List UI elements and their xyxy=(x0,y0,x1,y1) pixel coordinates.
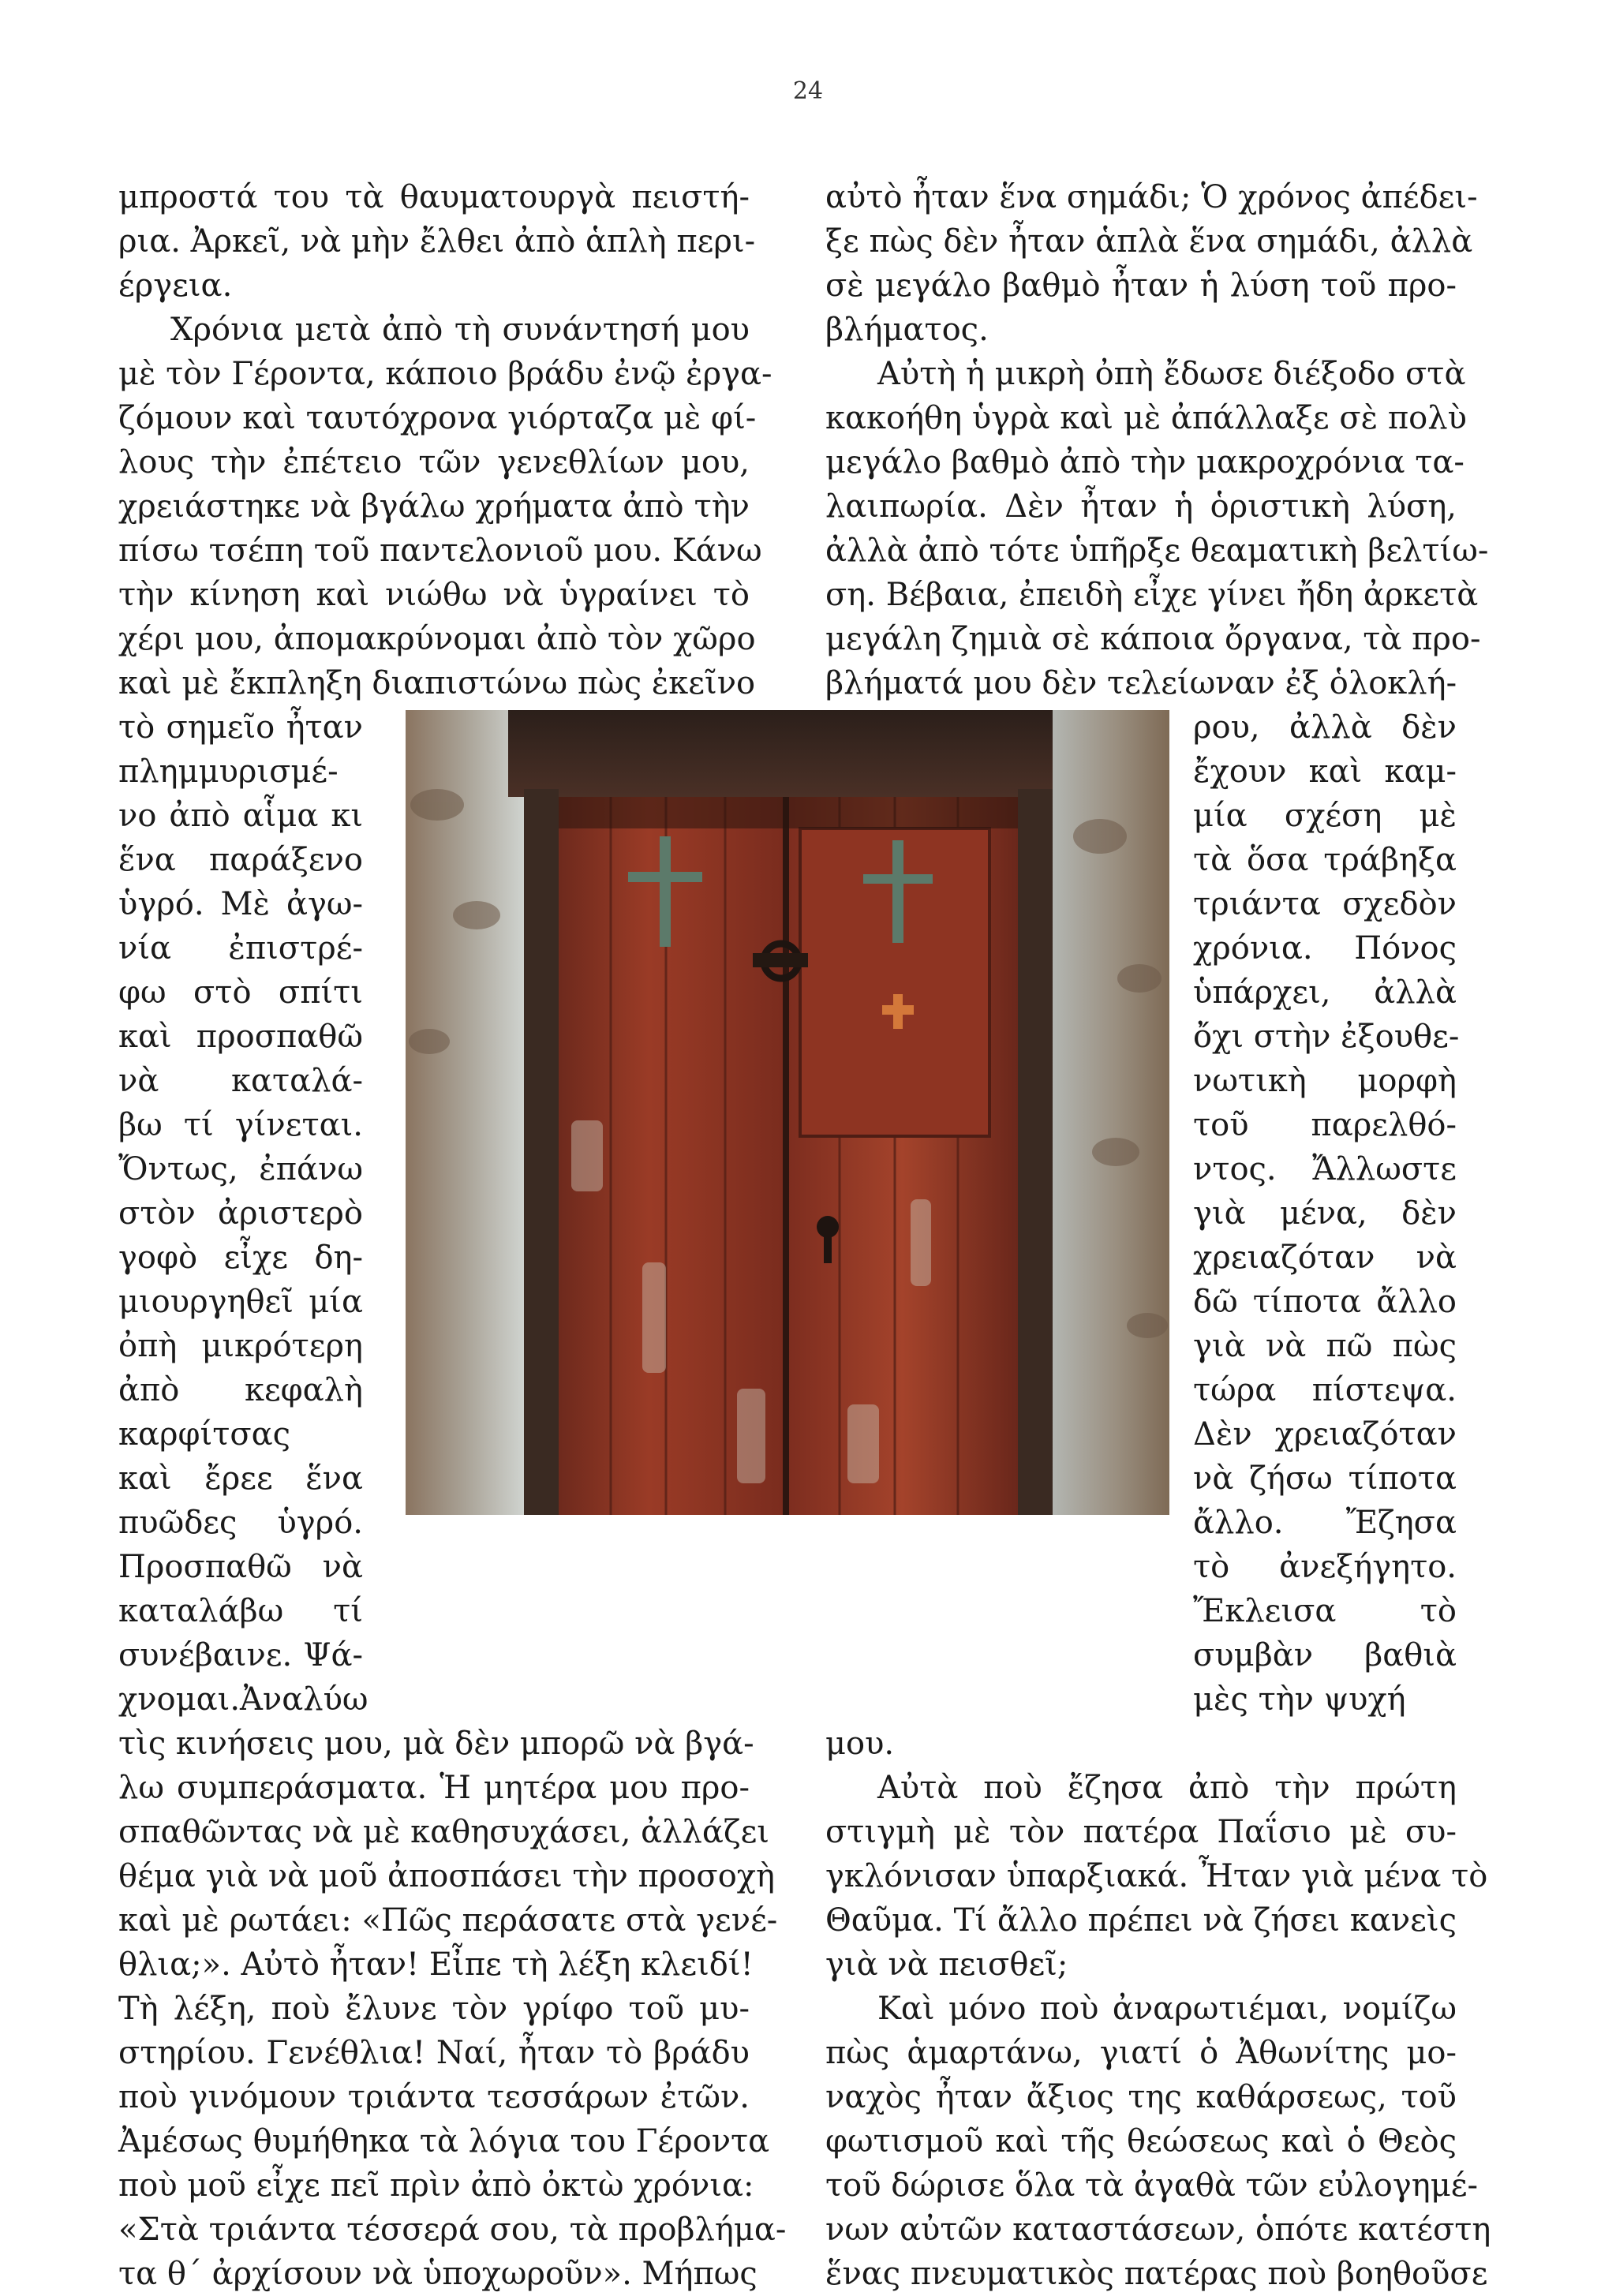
right-column-wrap-line: δῶ τίποτα ἄλλο xyxy=(1193,1284,1457,1320)
right-column-top-line: ση. Βέβαια, ἐπειδὴ εἶχε γίνει ἤδη ἀρκετὰ xyxy=(825,577,1479,613)
right-column-wrap-line: μία σχέση μὲ xyxy=(1193,798,1457,834)
right-column-wrap-line: τριάντα σχεδὸν xyxy=(1193,886,1457,922)
left-column-bottom-line: σπαθῶντας νὰ μὲ καθησυχάσει, ἀλλάζει xyxy=(118,1814,769,1850)
left-column-wrap-line: καρφίτσας xyxy=(118,1416,291,1453)
photo-red-wooden-door xyxy=(406,710,1169,1515)
left-column-wrap-line: καὶ προσπαθῶ xyxy=(118,1019,363,1055)
right-column-top-line: βλήματά μου δὲν τελείωναν ἐξ ὁλοκλή- xyxy=(825,665,1457,701)
left-column-bottom-line: λω συμπεράσματα. Ἡ μητέρα μου προ- xyxy=(118,1770,750,1806)
left-column-bottom-line: ποὺ μοῦ εἶχε πεῖ πρὶν ἀπὸ ὀκτὼ χρόνια: xyxy=(118,2167,754,2204)
right-column-wrap-line: ὑπάρχει, ἀλλὰ xyxy=(1193,974,1457,1011)
right-column-top-line: κακοήθη ὑγρὰ καὶ μὲ ἀπάλλαξε σὲ πολὺ xyxy=(825,400,1467,436)
right-column-top-line: αὐτὸ ἦταν ἕνα σημάδι; Ὁ χρόνος ἀπέδει- xyxy=(825,179,1478,215)
right-column-wrap-line: Δὲν χρειαζόταν xyxy=(1193,1416,1457,1453)
left-column-wrap-line: πλημμυρισμέ- xyxy=(118,753,339,790)
left-column-wrap-line: μιουργηθεῖ μία xyxy=(118,1284,363,1320)
left-column-wrap-line: νο ἀπὸ αἷμα κι xyxy=(118,798,363,834)
right-column-wrap-line: ἔχουν καὶ καμ- xyxy=(1193,753,1457,790)
right-column-top-line: μεγάλο βαθμὸ ἀπὸ τὴν μακροχρόνια τα- xyxy=(825,444,1464,481)
right-column-bottom-line: νων αὐτῶν καταστάσεων, ὁπότε κατέστη xyxy=(825,2212,1491,2248)
left-column-top-line: μπροστά του τὰ θαυματουργὰ πειστή- xyxy=(118,179,750,215)
left-column-bottom-line: τα θ΄ ἀρχίσουν νὰ ὑποχωροῦν». Μήπως xyxy=(118,2256,758,2292)
left-column-wrap-line: ὀπὴ μικρότερη xyxy=(118,1328,363,1364)
left-column-top-line: ζόμουν καὶ ταυτόχρονα γιόρταζα μὲ φί- xyxy=(118,400,757,436)
right-column-bottom-line: μου. xyxy=(825,1726,895,1762)
left-column-wrap-line: καταλάβω τί xyxy=(118,1593,363,1629)
left-column-wrap-line: ἕνα παράξενο xyxy=(118,842,363,878)
right-column-top-line: βλήματος. xyxy=(825,312,989,348)
left-column-top-line: καὶ μὲ ἔκπληξη διαπιστώνω πὼς ἐκεῖνο xyxy=(118,665,756,701)
right-column-bottom-line: Αὐτὰ ποὺ ἔζησα ἀπὸ τὴν πρώτη xyxy=(877,1770,1457,1806)
right-column-wrap-line: τὸ ἀνεξήγητο. xyxy=(1193,1549,1457,1585)
page-number: 24 xyxy=(792,77,824,105)
right-column-bottom-line: Θαῦμα. Τί ἄλλο πρέπει νὰ ζήσει κανεὶς xyxy=(825,1902,1457,1939)
right-column-wrap-line: ντος. Ἄλλωστε xyxy=(1193,1151,1457,1187)
left-column-bottom-line: ποὺ γινόμουν τριάντα τεσσάρων ἐτῶν. xyxy=(118,2079,750,2115)
right-column-bottom-line: ναχὸς ἦταν ἄξιος της καθάρσεως, τοῦ xyxy=(825,2079,1457,2115)
left-column-top-line: μὲ τὸν Γέροντα, κάποιο βράδυ ἐνῷ ἐργα- xyxy=(118,356,772,392)
right-column-wrap-line: χρειαζόταν νὰ xyxy=(1193,1240,1457,1276)
left-column-wrap-line: νία ἐπιστρέ- xyxy=(118,930,363,967)
left-column-wrap-line: πυῶδες ὑγρό. xyxy=(118,1505,363,1541)
right-column-wrap-line: γιὰ νὰ πῶ πὼς xyxy=(1193,1328,1457,1364)
left-column-bottom-line: «Στὰ τριάντα τέσσερά σου, τὰ προβλήμα- xyxy=(118,2212,787,2248)
left-column-wrap-line: βω τί γίνεται. xyxy=(118,1107,363,1143)
right-column-wrap-line: τὰ ὅσα τράβηξα xyxy=(1193,842,1457,878)
right-column-wrap-line: ὄχι στὴν ἐξουθε- xyxy=(1193,1019,1460,1055)
right-column-bottom-line: γιὰ νὰ πεισθεῖ; xyxy=(825,1946,1068,1983)
right-column-wrap-line: νὰ ζήσω τίποτα xyxy=(1193,1460,1457,1497)
left-column-wrap-line: συνέβαινε. Ψά- xyxy=(118,1637,363,1673)
right-column-top-line: ἀλλὰ ἀπὸ τότε ὑπῆρξε θεαματικὴ βελτίω- xyxy=(825,533,1489,569)
right-column-top-line: Αὐτὴ ἡ μικρὴ ὀπὴ ἔδωσε διέξοδο στὰ xyxy=(877,356,1466,392)
right-column-wrap-line: Ἔκλεισα τὸ xyxy=(1193,1593,1457,1629)
right-column-wrap-line: ἄλλο. Ἔζησα xyxy=(1193,1505,1457,1541)
left-column-top-line: χρειάστηκε νὰ βγάλω χρήματα ἀπὸ τὴν xyxy=(118,488,750,525)
right-column-wrap-line: ρου, ἀλλὰ δὲν xyxy=(1193,709,1457,746)
left-column-bottom-line: Ἀμέσως θυμήθηκα τὰ λόγια του Γέροντα xyxy=(118,2123,770,2160)
right-column-wrap-line: τώρα πίστεψα. xyxy=(1193,1372,1457,1408)
left-column-top-line: ρια. Ἀρκεῖ, νὰ μὴν ἔλθει ἀπὸ ἁπλὴ περι- xyxy=(118,223,756,260)
right-column-wrap-line: νωτικὴ μορφὴ xyxy=(1193,1063,1457,1099)
right-column-top-line: σὲ μεγάλο βαθμὸ ἦταν ἡ λύση τοῦ προ- xyxy=(825,267,1457,304)
left-column-bottom-line: Τὴ λέξη, ποὺ ἔλυνε τὸν γρίφο τοῦ μυ- xyxy=(118,1991,750,2027)
right-column-top-line: λαιπωρία. Δὲν ἦταν ἡ ὁριστικὴ λύση, xyxy=(825,488,1457,525)
left-column-bottom-line: καὶ μὲ ρωτάει: «Πῶς περάσατε στὰ γενέ- xyxy=(118,1902,778,1939)
right-column-wrap-line: γιὰ μένα, δὲν xyxy=(1193,1195,1457,1232)
left-column-wrap-line: Ὄντως, ἐπάνω xyxy=(118,1151,363,1187)
left-column-top-line: χέρι μου, ἀπομακρύνομαι ἀπὸ τὸν χῶρο xyxy=(118,621,756,657)
left-column-top-line: έργεια. xyxy=(118,267,233,304)
left-column-top-line: Χρόνια μετὰ ἀπὸ τὴ συνάντησή μου xyxy=(170,312,750,348)
left-column-wrap-line: ἀπὸ κεφαλὴ xyxy=(118,1372,363,1408)
left-column-wrap-line: γοφὸ εἶχε δη- xyxy=(118,1240,363,1276)
door-illustration xyxy=(406,710,1169,1515)
left-column-top-line: λους τὴν ἐπέτειο τῶν γενεθλίων μου, xyxy=(118,444,750,481)
right-column-bottom-line: τοῦ δώρισε ὅλα τὰ ἀγαθὰ τῶν εὐλογημέ- xyxy=(825,2167,1478,2204)
left-column-top-line: τὴν κίνηση καὶ νιώθω νὰ ὑγραίνει τὸ xyxy=(118,577,750,613)
left-column-wrap-line: καὶ ἔρεε ἕνα xyxy=(118,1460,363,1497)
right-column-wrap-line: μὲς τὴν ψυχή xyxy=(1193,1681,1406,1718)
left-column-bottom-line: τὶς κινήσεις μου, μὰ δὲν μπορῶ νὰ βγά- xyxy=(118,1726,754,1762)
left-column-bottom-line: θέμα γιὰ νὰ μοῦ ἀποσπάσει τὴν προσοχὴ xyxy=(118,1858,776,1894)
right-column-wrap-line: τοῦ παρελθό- xyxy=(1193,1107,1457,1143)
right-column-bottom-line: ἕνας πνευματικὸς πατέρας ποὺ βοηθοῦσε xyxy=(825,2256,1488,2292)
right-column-bottom-line: φωτισμοῦ καὶ τῆς θεώσεως καὶ ὁ Θεὸς xyxy=(825,2123,1457,2160)
left-column-top-line: πίσω τσέπη τοῦ παντελονιοῦ μου. Κάνω xyxy=(118,533,762,569)
left-column-wrap-line: χνομαι.Ἀναλύω xyxy=(118,1681,368,1718)
left-column-wrap-line: φω στὸ σπίτι xyxy=(118,974,363,1011)
right-column-wrap-line: συμβὰν βαθιὰ xyxy=(1193,1637,1457,1673)
left-column-bottom-line: στηρίου. Γενέθλια! Ναί, ἦταν τὸ βράδυ xyxy=(118,2035,750,2071)
left-column-wrap-line: τὸ σημεῖο ἦταν xyxy=(118,709,363,746)
right-column-top-line: ξε πὼς δὲν ἦταν ἁπλὰ ἕνα σημάδι, ἀλλὰ xyxy=(825,223,1473,260)
right-column-bottom-line: στιγμὴ μὲ τὸν πατέρα Παΐσιο μὲ συ- xyxy=(825,1814,1457,1850)
left-column-bottom-line: θλια;». Αὐτὸ ἦταν! Εἶπε τὴ λέξη κλειδί! xyxy=(118,1946,754,1983)
right-column-bottom-line: Καὶ μόνο ποὺ ἀναρωτιέμαι, νομίζω xyxy=(877,1991,1457,2027)
left-column-wrap-line: ὑγρό. Μὲ ἀγω- xyxy=(118,886,363,922)
left-column-wrap-line: στὸν ἀριστερὸ xyxy=(118,1195,363,1232)
left-column-wrap-line: νὰ καταλά- xyxy=(118,1063,363,1099)
right-column-bottom-line: γκλόνισαν ὑπαρξιακά. Ἦταν γιὰ μένα τὸ xyxy=(825,1858,1488,1894)
left-column-wrap-line: Προσπαθῶ νὰ xyxy=(118,1549,363,1585)
right-column-bottom-line: πὼς ἁμαρτάνω, γιατί ὁ Ἀθωνίτης μο- xyxy=(825,2035,1457,2071)
right-column-top-line: μεγάλη ζημιὰ σὲ κάποια ὄργανα, τὰ προ- xyxy=(825,621,1481,657)
right-column-wrap-line: χρόνια. Πόνος xyxy=(1193,930,1457,967)
